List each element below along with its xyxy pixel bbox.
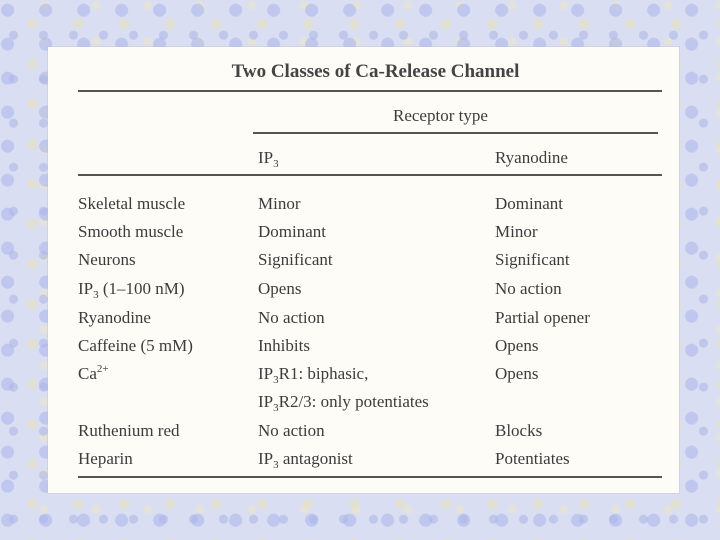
table-row-label: $IP_3$ (1–100 nM) — [78, 279, 185, 301]
table-cell-ip3: Opens — [258, 279, 302, 298]
table-cell-ryanodine: Potentiates — [495, 449, 570, 468]
header-bottom-rule — [78, 174, 662, 176]
group-header-rule — [253, 132, 658, 134]
table-row-label: Heparin — [78, 449, 133, 468]
table-cell-ip3: Dominant — [258, 222, 326, 241]
table-panel — [48, 47, 679, 493]
table-cell-ip3: Inhibits — [258, 336, 310, 355]
table-cell-ip3-continued: $IP_3R2/3$: only potentiates — [258, 392, 429, 414]
table-row-label: Caffeine (5 mM) — [78, 336, 193, 355]
column-header-ip3: $IP_3$ — [258, 148, 279, 170]
table-row-label: Skeletal muscle — [78, 194, 186, 213]
table-cell-ryanodine: Minor — [495, 222, 538, 241]
table-row-label: Neurons — [78, 250, 136, 269]
table-cell-ryanodine: Blocks — [495, 421, 543, 440]
top-rule — [78, 90, 662, 92]
table-cell-ryanodine: Partial opener — [495, 308, 590, 327]
table-row-label: Smooth muscle — [78, 222, 184, 241]
table-cell-ryanodine: Dominant — [495, 194, 563, 213]
table-cell-ip3: $IP_3$ antagonist — [258, 449, 353, 471]
table-row-label: $Ca^{2+}$ — [78, 363, 109, 383]
table-title: Two Classes of Ca-Release Channel — [231, 61, 520, 82]
column-header-ryanodine: Ryanodine — [495, 148, 568, 167]
table-cell-ryanodine: Opens — [495, 364, 539, 383]
bottom-rule — [78, 476, 662, 478]
group-header-receptor-type: Receptor type — [393, 106, 488, 125]
table-cell-ip3: No action — [258, 421, 325, 440]
table-cell-ip3: No action — [258, 308, 325, 327]
table-row-label: Ruthenium red — [78, 421, 180, 440]
table-cell-ryanodine: No action — [495, 279, 562, 298]
table-cell-ryanodine: Opens — [495, 336, 539, 355]
table-row-label: Ryanodine — [78, 308, 151, 327]
table-cell-ip3: Significant — [258, 250, 333, 269]
table-cell-ip3: $IP_3R1$: biphasic, — [258, 364, 369, 386]
table-cell-ryanodine: Significant — [495, 250, 570, 269]
table-cell-ip3: Minor — [258, 194, 301, 213]
